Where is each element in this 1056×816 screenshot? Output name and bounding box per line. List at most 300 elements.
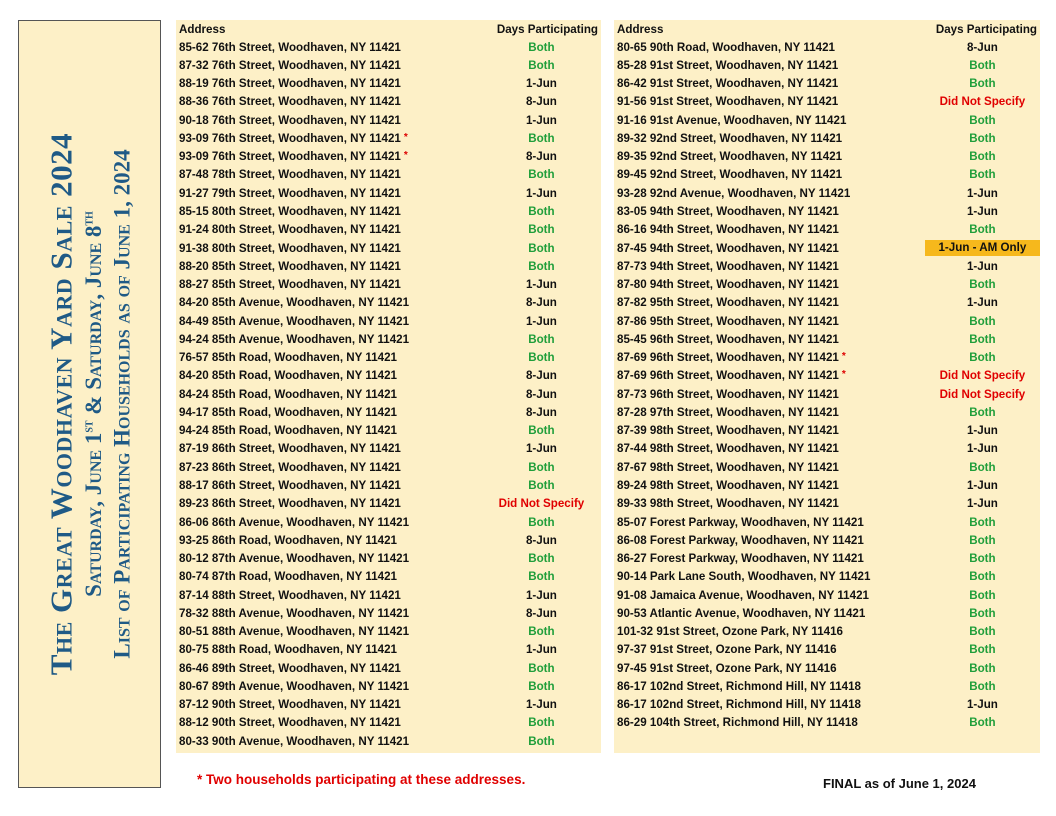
- address-text: 80-67 89th Avenue, Woodhaven, NY 11421: [179, 679, 410, 693]
- row-address: [176, 132, 482, 145]
- table-row: [176, 677, 601, 695]
- table-row: [176, 440, 601, 458]
- row-address: [176, 369, 482, 382]
- row-address: [176, 59, 482, 72]
- row-address: [614, 461, 925, 474]
- row-days: [925, 424, 1040, 437]
- days-value: Both: [969, 113, 996, 127]
- address-text: 87-86 95th Street, Woodhaven, NY 11421: [617, 314, 839, 328]
- row-address: [176, 315, 482, 328]
- days-value: Both: [969, 661, 996, 675]
- address-text: 87-23 86th Street, Woodhaven, NY 11421: [179, 460, 401, 474]
- row-days: [925, 315, 1040, 328]
- row-days: [925, 497, 1040, 510]
- address-text: 85-45 96th Street, Woodhaven, NY 11421: [617, 332, 839, 346]
- days-value: Both: [528, 661, 555, 675]
- address-text: 94-24 85th Road, Woodhaven, NY 11421: [179, 424, 398, 438]
- row-days: [482, 388, 601, 401]
- row-days: [482, 534, 601, 547]
- table-row: [176, 275, 601, 293]
- days-value: 8-Jun: [525, 606, 557, 620]
- row-days: [925, 662, 1040, 675]
- days-value: Both: [528, 424, 555, 438]
- row-address: [176, 534, 482, 547]
- table-row: [176, 75, 601, 93]
- table-row: [614, 330, 1040, 348]
- table-row: [614, 349, 1040, 367]
- row-address: [614, 424, 925, 437]
- address-text: 89-23 86th Street, Woodhaven, NY 11421: [179, 497, 401, 511]
- days-value: Both: [969, 552, 996, 566]
- address-text: 85-07 Forest Parkway, Woodhaven, NY 11421: [617, 515, 864, 529]
- table-row: [614, 202, 1040, 220]
- asterisk-marker: *: [403, 150, 408, 162]
- row-address: [614, 388, 925, 401]
- row-days: [482, 570, 601, 583]
- row-address: [176, 187, 482, 200]
- days-value: Both: [528, 460, 555, 474]
- address-text: 80-12 87th Avenue, Woodhaven, NY 11421: [179, 552, 410, 566]
- row-address: [614, 351, 925, 364]
- row-address: [176, 77, 482, 90]
- row-days: [925, 680, 1040, 693]
- days-value: 1-Jun: [966, 442, 998, 456]
- table-row: [176, 184, 601, 202]
- row-address: [176, 735, 482, 748]
- row-days: [482, 662, 601, 675]
- row-days: [482, 150, 601, 163]
- row-address: [614, 278, 925, 291]
- table-row: [614, 513, 1040, 531]
- header-address: Address: [617, 22, 664, 36]
- row-days: [925, 187, 1040, 200]
- table-row: [176, 476, 601, 494]
- address-text: 86-08 Forest Parkway, Woodhaven, NY 11421: [617, 533, 864, 547]
- row-days: [482, 187, 601, 200]
- address-text: 91-38 80th Street, Woodhaven, NY 11421: [179, 241, 401, 255]
- row-days: [482, 315, 601, 328]
- row-days: [482, 479, 601, 492]
- days-value: Both: [528, 351, 555, 365]
- address-text: 93-09 76th Street, Woodhaven, NY 11421: [179, 150, 401, 164]
- row-days: [482, 351, 601, 364]
- row-address: [614, 187, 925, 200]
- days-value: 8-Jun: [525, 369, 557, 383]
- address-text: 87-69 96th Street, Woodhaven, NY 11421: [617, 369, 839, 383]
- table-row: [176, 148, 601, 166]
- address-text: 86-06 86th Avenue, Woodhaven, NY 11421: [179, 515, 410, 529]
- table-row: [614, 184, 1040, 202]
- address-text: 87-45 94th Street, Woodhaven, NY 11421: [617, 241, 839, 255]
- row-address: [614, 643, 925, 656]
- address-text: 80-51 88th Avenue, Woodhaven, NY 11421: [179, 625, 410, 639]
- row-address: [176, 479, 482, 492]
- address-text: 97-45 91st Street, Ozone Park, NY 11416: [617, 661, 837, 675]
- address-text: 89-33 98th Street, Woodhaven, NY 11421: [617, 497, 839, 511]
- row-days: [482, 205, 601, 218]
- row-days: [925, 114, 1040, 127]
- days-value: Both: [969, 570, 996, 584]
- row-address: [176, 406, 482, 419]
- table-row: [614, 75, 1040, 93]
- address-text: 93-09 76th Street, Woodhaven, NY 11421: [179, 131, 401, 145]
- days-value: 1-Jun: [525, 278, 557, 292]
- row-address: [176, 589, 482, 602]
- days-value: Both: [528, 58, 555, 72]
- row-days: [482, 278, 601, 291]
- days-value: Both: [969, 460, 996, 474]
- table-row: [614, 549, 1040, 567]
- address-text: 80-74 87th Road, Woodhaven, NY 11421: [179, 570, 398, 584]
- table-row: [176, 623, 601, 641]
- row-days: [925, 240, 1040, 256]
- row-address: [176, 150, 482, 163]
- table-row: [176, 549, 601, 567]
- row-address: [614, 168, 925, 181]
- table-row: [176, 202, 601, 220]
- row-days: [925, 534, 1040, 547]
- table-row: [614, 129, 1040, 147]
- row-address: [614, 625, 925, 638]
- row-address: [614, 205, 925, 218]
- days-value: 1-Jun: [966, 424, 998, 438]
- banner-text: [18, 24, 161, 784]
- table-row: [614, 239, 1040, 257]
- row-address: [176, 278, 482, 291]
- row-address: [614, 296, 925, 309]
- address-text: 86-16 94th Street, Woodhaven, NY 11421: [617, 223, 839, 237]
- row-days: [482, 442, 601, 455]
- row-address: [176, 351, 482, 364]
- days-value: Both: [969, 223, 996, 237]
- table-row: [176, 531, 601, 549]
- banner-title: The Great Woodhaven Yard Sale 2024: [42, 132, 78, 676]
- row-days: [482, 589, 601, 602]
- table-row: [176, 56, 601, 74]
- table-row: [176, 403, 601, 421]
- days-value: Both: [528, 716, 555, 730]
- row-days: [925, 406, 1040, 419]
- table-row: [614, 294, 1040, 312]
- row-address: [176, 680, 482, 693]
- days-value: Both: [969, 314, 996, 328]
- title-banner: [18, 20, 161, 788]
- row-address: [614, 716, 925, 729]
- days-value: 1-Jun: [525, 314, 557, 328]
- days-value: Both: [969, 278, 996, 292]
- row-days: [925, 625, 1040, 638]
- row-days: [925, 333, 1040, 346]
- row-address: [614, 150, 925, 163]
- row-days: [482, 698, 601, 711]
- days-value: 8-Jun: [525, 387, 557, 401]
- address-text: 86-29 104th Street, Richmond Hill, NY 11418: [617, 716, 858, 730]
- days-value: 1-Jun: [966, 205, 998, 219]
- row-address: [614, 479, 925, 492]
- table-row: [176, 696, 601, 714]
- days-value: Both: [528, 241, 555, 255]
- days-value: Both: [528, 552, 555, 566]
- table-row: [614, 275, 1040, 293]
- row-address: [614, 41, 925, 54]
- table-row: [614, 38, 1040, 56]
- days-value: 1-Jun: [966, 186, 998, 200]
- row-address: [176, 205, 482, 218]
- table-row: [176, 221, 601, 239]
- table-row: [614, 677, 1040, 695]
- table-row: [614, 56, 1040, 74]
- header-days: Days Participating: [935, 22, 1037, 36]
- row-days: [482, 95, 601, 108]
- table-row: [614, 714, 1040, 732]
- table-row: [614, 531, 1040, 549]
- days-value: Both: [969, 515, 996, 529]
- footnote: * Two households participating at these addresses.: [197, 772, 526, 787]
- days-value: 1-Jun: [525, 77, 557, 91]
- row-address: [176, 662, 482, 675]
- address-text: 87-73 94th Street, Woodhaven, NY 11421: [617, 259, 839, 273]
- table-row: [176, 93, 601, 111]
- address-text: 84-24 85th Road, Woodhaven, NY 11421: [179, 387, 398, 401]
- days-value: Both: [528, 734, 555, 748]
- days-value: 8-Jun: [525, 296, 557, 310]
- row-days: [482, 680, 601, 693]
- days-value: 1-Jun: [966, 479, 998, 492]
- days-value: 1-Jun - AM Only: [925, 240, 1040, 256]
- banner-date-two-suffix: th: [80, 211, 96, 226]
- table-row: [614, 257, 1040, 275]
- days-value: Both: [969, 168, 996, 182]
- address-text: 91-56 91st Street, Woodhaven, NY 11421: [617, 95, 839, 109]
- row-address: [614, 260, 925, 273]
- row-days: [482, 114, 601, 127]
- row-address: [176, 223, 482, 236]
- row-days: [482, 223, 601, 236]
- address-text: 88-17 86th Street, Woodhaven, NY 11421: [179, 479, 401, 492]
- banner-dates: [81, 211, 106, 597]
- days-value: 8-Jun: [525, 533, 557, 547]
- row-days: [482, 333, 601, 346]
- address-text: 90-14 Park Lane South, Woodhaven, NY 11421: [617, 570, 871, 584]
- row-days: [482, 77, 601, 90]
- table-row: [614, 586, 1040, 604]
- row-days: [482, 168, 601, 181]
- table-row: [176, 604, 601, 622]
- address-text: 86-27 Forest Parkway, Woodhaven, NY 11421: [617, 552, 864, 566]
- table-row: [614, 604, 1040, 622]
- table-row: [614, 367, 1040, 385]
- days-value: 1-Jun: [525, 698, 557, 712]
- row-address: [614, 442, 925, 455]
- banner-date-two: & Saturday, June 8: [80, 225, 106, 421]
- table-row: [614, 403, 1040, 421]
- table-row: [176, 111, 601, 129]
- days-value: Both: [969, 533, 996, 547]
- days-value: 1-Jun: [525, 113, 557, 127]
- address-text: 85-15 80th Street, Woodhaven, NY 11421: [179, 205, 401, 219]
- row-days: [925, 223, 1040, 236]
- table-body-left: [176, 38, 601, 750]
- row-address: [614, 95, 925, 108]
- row-address: [176, 497, 482, 510]
- row-days: [482, 406, 601, 419]
- row-days: [925, 388, 1040, 401]
- row-address: [614, 570, 925, 583]
- table-row: [176, 38, 601, 56]
- address-text: 87-67 98th Street, Woodhaven, NY 11421: [617, 460, 839, 474]
- days-value: Did Not Specify: [939, 95, 1026, 109]
- days-value: Both: [969, 131, 996, 145]
- days-value: Did Not Specify: [939, 369, 1026, 383]
- table-row: [614, 312, 1040, 330]
- address-text: 87-19 86th Street, Woodhaven, NY 11421: [179, 442, 401, 456]
- row-address: [614, 534, 925, 547]
- table-row: [176, 257, 601, 275]
- days-value: 1-Jun: [525, 186, 557, 200]
- days-value: 1-Jun: [525, 442, 557, 456]
- address-text: 87-14 88th Street, Woodhaven, NY 11421: [179, 588, 401, 602]
- row-days: [482, 59, 601, 72]
- row-address: [176, 95, 482, 108]
- row-address: [614, 406, 925, 419]
- row-days: [925, 698, 1040, 711]
- row-address: [614, 77, 925, 90]
- address-text: 91-24 80th Street, Woodhaven, NY 11421: [179, 223, 401, 237]
- row-days: [925, 351, 1040, 364]
- table-row: [614, 111, 1040, 129]
- address-text: 87-39 98th Street, Woodhaven, NY 11421: [617, 424, 839, 438]
- table-body-right: [614, 38, 1040, 732]
- row-address: [176, 114, 482, 127]
- days-value: Both: [528, 515, 555, 529]
- address-text: 101-32 91st Street, Ozone Park, NY 11416: [617, 625, 843, 639]
- table-row: [614, 641, 1040, 659]
- banner-subtitle: List of Participating Households as of June 1, 2024: [109, 149, 135, 659]
- row-days: [925, 570, 1040, 583]
- address-text: 84-20 85th Avenue, Woodhaven, NY 11421: [179, 296, 410, 310]
- row-address: [176, 716, 482, 729]
- row-address: [176, 333, 482, 346]
- asterisk-marker: *: [841, 351, 846, 363]
- row-address: [176, 607, 482, 620]
- days-value: Both: [528, 131, 555, 145]
- days-value: 1-Jun: [525, 588, 557, 602]
- row-days: [482, 716, 601, 729]
- address-text: 88-12 90th Street, Woodhaven, NY 11421: [179, 716, 401, 730]
- row-address: [614, 680, 925, 693]
- table-header: [614, 20, 1040, 38]
- address-table-right: [614, 20, 1040, 753]
- row-days: [925, 132, 1040, 145]
- address-text: 93-28 92nd Avenue, Woodhaven, NY 11421: [617, 186, 851, 200]
- table-row: [176, 239, 601, 257]
- table-row: [176, 732, 601, 750]
- row-days: [925, 461, 1040, 474]
- address-text: 93-25 86th Road, Woodhaven, NY 11421: [179, 533, 398, 547]
- address-text: 76-57 85th Road, Woodhaven, NY 11421: [179, 351, 398, 365]
- row-address: [614, 114, 925, 127]
- header-days: Days Participating: [496, 22, 598, 36]
- row-days: [482, 41, 601, 54]
- row-days: [925, 607, 1040, 620]
- days-value: Both: [528, 332, 555, 346]
- days-value: Both: [969, 679, 996, 693]
- days-value: Both: [969, 588, 996, 602]
- days-value: 8-Jun: [525, 405, 557, 419]
- days-value: Both: [528, 205, 555, 219]
- row-days: [925, 296, 1040, 309]
- row-address: [176, 570, 482, 583]
- table-row: [614, 568, 1040, 586]
- row-days: [925, 552, 1040, 565]
- table-row: [176, 641, 601, 659]
- days-value: Both: [969, 405, 996, 419]
- address-text: 94-24 85th Avenue, Woodhaven, NY 11421: [179, 332, 410, 346]
- address-text: 88-36 76th Street, Woodhaven, NY 11421: [179, 95, 401, 109]
- row-address: [614, 59, 925, 72]
- table-row: [614, 476, 1040, 494]
- banner-date-one: Saturday, June 1: [80, 432, 106, 597]
- row-days: [482, 424, 601, 437]
- table-row: [614, 659, 1040, 677]
- row-days: [925, 168, 1040, 181]
- table-row: [176, 367, 601, 385]
- table-row: [614, 148, 1040, 166]
- address-text: 90-18 76th Street, Woodhaven, NY 11421: [179, 113, 401, 127]
- row-days: [482, 461, 601, 474]
- address-text: 87-12 90th Street, Woodhaven, NY 11421: [179, 698, 401, 712]
- table-row: [614, 166, 1040, 184]
- table-row: [176, 385, 601, 403]
- address-text: 90-53 Atlantic Avenue, Woodhaven, NY 11421: [617, 606, 866, 620]
- row-days: [482, 552, 601, 565]
- address-text: 78-32 88th Avenue, Woodhaven, NY 11421: [179, 606, 410, 620]
- row-address: [176, 388, 482, 401]
- days-value: 1-Jun: [966, 296, 998, 310]
- address-text: 91-08 Jamaica Avenue, Woodhaven, NY 11421: [617, 588, 869, 602]
- row-days: [482, 497, 601, 510]
- table-header: [176, 20, 601, 38]
- row-days: [925, 716, 1040, 729]
- row-days: [925, 260, 1040, 273]
- row-address: [614, 333, 925, 346]
- days-value: Both: [528, 168, 555, 182]
- table-row: [614, 422, 1040, 440]
- address-text: 89-35 92nd Street, Woodhaven, NY 11421: [617, 150, 843, 164]
- address-text: 86-17 102nd Street, Richmond Hill, NY 11418: [617, 698, 862, 712]
- table-row: [176, 312, 601, 330]
- table-row: [176, 129, 601, 147]
- days-value: 8-Jun: [966, 40, 998, 54]
- days-value: 1-Jun: [966, 698, 998, 712]
- row-address: [614, 315, 925, 328]
- address-text: 88-20 85th Street, Woodhaven, NY 11421: [179, 259, 401, 273]
- table-row: [176, 513, 601, 531]
- address-text: 91-16 91st Avenue, Woodhaven, NY 11421: [617, 113, 847, 127]
- days-value: Both: [528, 40, 555, 54]
- row-days: [482, 369, 601, 382]
- table-row: [614, 385, 1040, 403]
- address-text: 83-05 94th Street, Woodhaven, NY 11421: [617, 205, 839, 219]
- address-text: 89-45 92nd Street, Woodhaven, NY 11421: [617, 168, 843, 182]
- banner-date-one-suffix: st: [80, 420, 96, 433]
- table-row: [176, 294, 601, 312]
- days-value: Did Not Specify: [498, 497, 585, 511]
- address-text: 87-44 98th Street, Woodhaven, NY 11421: [617, 442, 839, 456]
- table-row: [614, 696, 1040, 714]
- address-text: 87-32 76th Street, Woodhaven, NY 11421: [179, 58, 401, 72]
- address-text: 94-17 85th Road, Woodhaven, NY 11421: [179, 405, 398, 419]
